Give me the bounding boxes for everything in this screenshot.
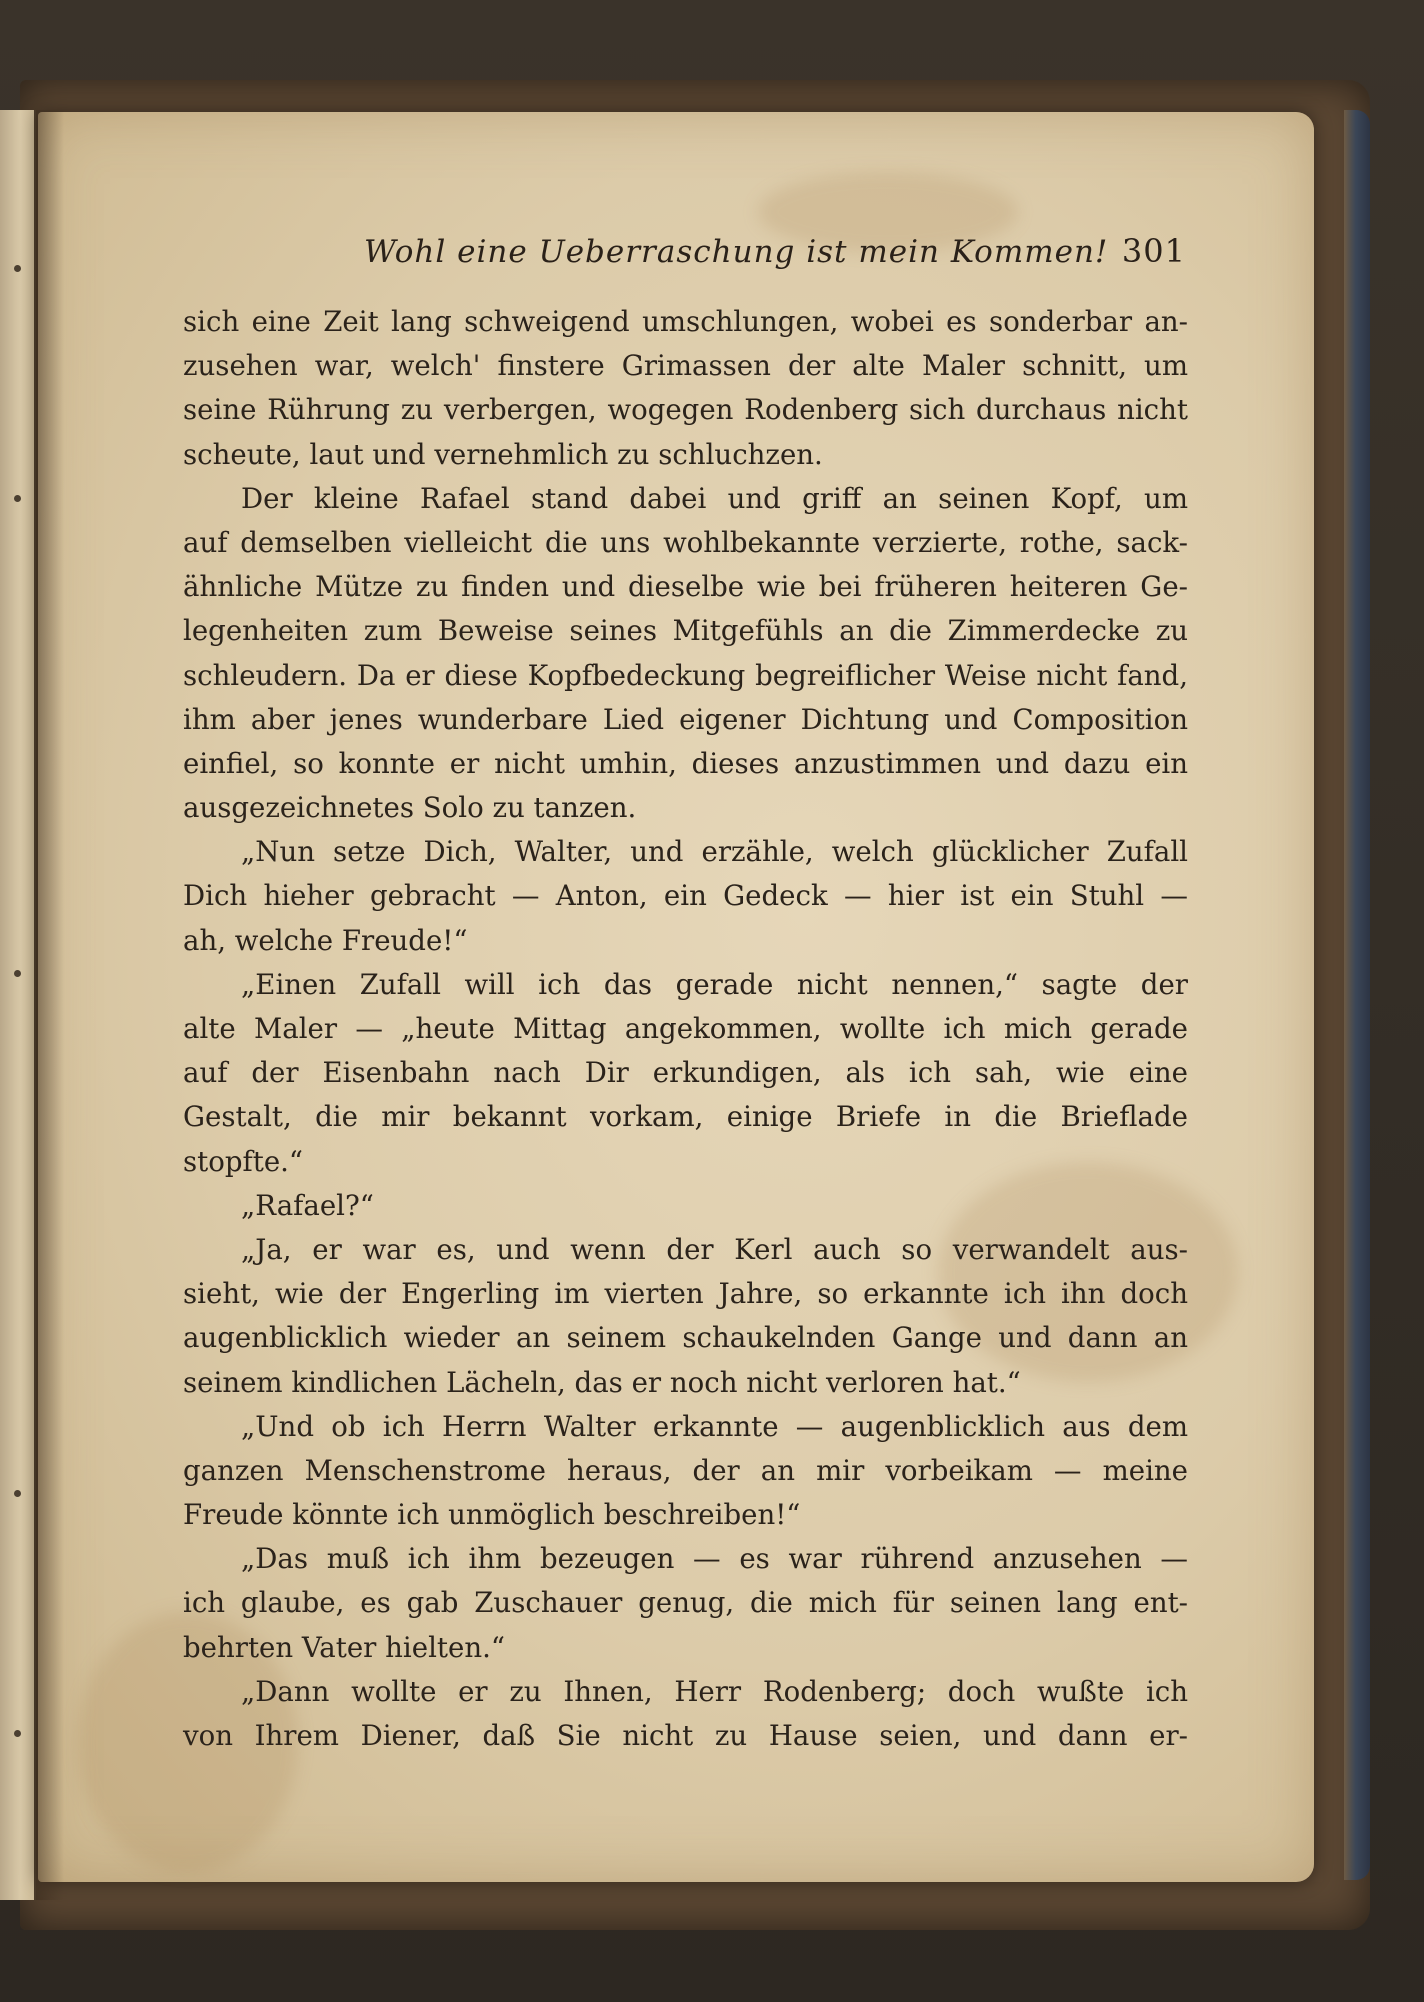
text-line: seine Rührung zu verbergen, wogegen Rodenberg sich durchaus nicht xyxy=(183,393,1188,427)
text-line: scheute, laut und vernehmlich zu schluchzen. xyxy=(183,437,823,471)
book-spine-right-edge xyxy=(1344,110,1370,1880)
text-line: Gestalt, die mir bekannt vorkam, einige Briefe in die Brieflade xyxy=(183,1100,1188,1134)
text-line: ihm aber jenes wunderbare Lied eigener Dichtung und Composition xyxy=(183,702,1188,736)
book-page xyxy=(38,112,1314,1882)
text-line: „Rafael?“ xyxy=(241,1188,374,1222)
text-line: von Ihrem Diener, daß Sie nicht zu Hause seien, und dann er- xyxy=(183,1719,1188,1752)
text-line: einfiel, so konnte er nicht umhin, dieses anzustimmen und dazu ein xyxy=(183,746,1188,780)
text-line: „Ja, er war es, und wenn der Kerl auch so verwandelt aus- xyxy=(241,1232,1188,1266)
page-number: 301 xyxy=(1121,232,1186,270)
text-line: seinem kindlichen Lächeln, das er noch nicht verloren hat.“ xyxy=(183,1365,1021,1399)
text-line: zusehen war, welch' finstere Grimassen der alte Maler schnitt, um xyxy=(183,349,1188,383)
text-line: ah, welche Freude!“ xyxy=(183,923,468,957)
text-line: behrten Vater hielten.“ xyxy=(183,1630,505,1664)
text-line: sich eine Zeit lang schweigend umschlungen, wobei es sonderbar an- xyxy=(183,305,1188,338)
text-line: „Das muß ich ihm bezeugen — es war rührend anzusehen — xyxy=(241,1542,1188,1576)
running-title: Wohl eine Ueberraschung ist mein Kommen! xyxy=(364,234,1109,270)
text-line: Dich hieher gebracht — Anton, ein Gedeck — hier ist ein Stuhl — xyxy=(183,879,1188,913)
text-line: Der kleine Rafael stand dabei und griff an seinen Kopf, um xyxy=(241,481,1188,515)
text-line: „Nun setze Dich, Walter, und erzähle, welch glücklicher Zufall xyxy=(241,835,1188,869)
text-line: stopfte.“ xyxy=(183,1144,304,1178)
text-line: sieht, wie der Engerling im vierten Jahre, so erkannte ich ihn doch xyxy=(183,1277,1188,1311)
text-line: „Und ob ich Herrn Walter erkannte — augenblicklich aus dem xyxy=(241,1409,1188,1443)
text-line: auf der Eisenbahn nach Dir erkundigen, als ich sah, wie eine xyxy=(183,1056,1188,1090)
body-text xyxy=(183,300,1188,1758)
running-head xyxy=(186,230,1186,280)
text-line: ausgezeichnetes Solo zu tanzen. xyxy=(183,791,637,825)
text-line: Freude könnte ich unmöglich beschreiben!“ xyxy=(183,1498,801,1532)
text-line: legenheiten zum Beweise seines Mitgefühls an die Zimmerdecke zu xyxy=(183,614,1188,648)
text-line: schleudern. Da er diese Kopfbedeckung begreiflicher Weise nicht fand, xyxy=(183,658,1188,692)
text-line: auf demselben vielleicht die uns wohlbekannte verzierte, rothe, sack- xyxy=(183,525,1188,559)
text-line: „Einen Zufall will ich das gerade nicht nennen,“ sagte der xyxy=(241,967,1188,1001)
text-line: ähnliche Mütze zu finden und dieselbe wie bei früheren heiteren Ge- xyxy=(183,570,1188,604)
text-line: ganzen Menschenstrome heraus, der an mir vorbeikam — meine xyxy=(183,1453,1188,1487)
text-line: augenblicklich wieder an seinem schaukelnden Gange und dann an xyxy=(183,1321,1188,1355)
text-line: alte Maler — „heute Mittag angekommen, wollte ich mich gerade xyxy=(183,1012,1188,1045)
text-line: ich glaube, es gab Zuschauer genug, die mich für seinen lang ent- xyxy=(183,1586,1188,1620)
page-edge-marks xyxy=(8,0,28,2002)
text-line: „Dann wollte er zu Ihnen, Herr Rodenberg; doch wußte ich xyxy=(241,1674,1188,1708)
